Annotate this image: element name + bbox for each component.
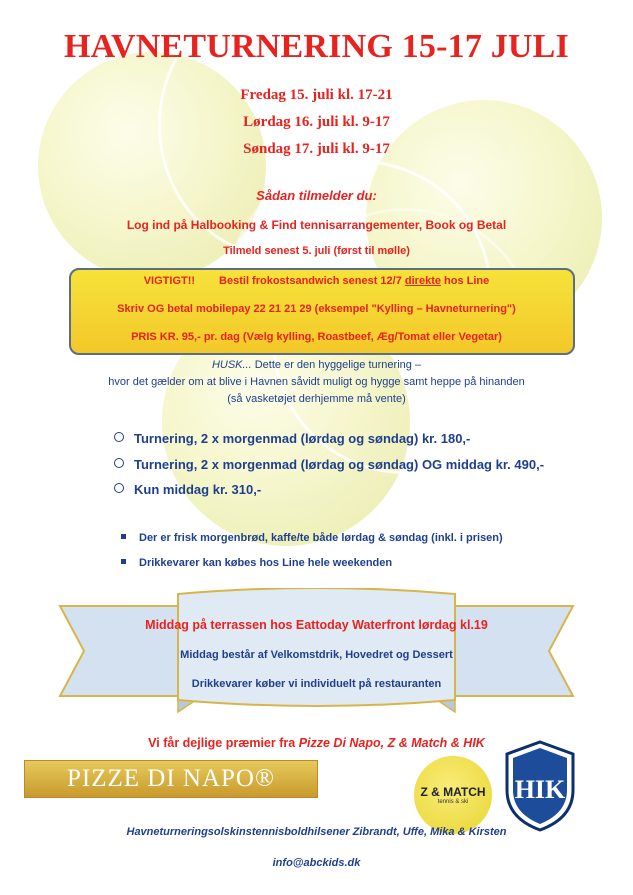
z-match-subtitle: tennis & ski bbox=[437, 799, 469, 805]
info-item bbox=[121, 532, 503, 544]
option-text: Turnering, 2 x morgenmad (lørdag og søndag) kr. 180,- bbox=[134, 431, 471, 446]
important-line-1 bbox=[0, 275, 633, 287]
dinner-title: Middag på terrassen hos Eattoday Waterfront lørdag kl.19 bbox=[145, 618, 488, 632]
hik-shield-icon bbox=[503, 740, 577, 832]
important-text-end: hos Line bbox=[440, 275, 490, 287]
info-text: Der er frisk morgenbrød, kaffe/te både lørdag & søndag (inkl. i prisen) bbox=[139, 532, 503, 544]
important-text: Bestil frokostsandwich senest 12/7 bbox=[219, 275, 405, 287]
remember-line-1 bbox=[0, 359, 633, 371]
option-item bbox=[114, 457, 544, 472]
page-title: HAVNETURNERING 15-17 JULI bbox=[64, 28, 569, 65]
circle-bullet-icon bbox=[114, 483, 124, 493]
square-bullet-icon bbox=[121, 559, 126, 564]
mobilepay-line: Skriv OG betal mobilepay 22 21 21 29 (eksempel "Kylling – Havneturnering") bbox=[117, 303, 516, 315]
circle-bullet-icon bbox=[114, 458, 124, 468]
remember-line-2: hvor det gælder om at blive i Havnen såvidt muligt og hygge samt heppe på hinanden bbox=[108, 376, 525, 388]
info-text: Drikkevarer kan købes hos Line hele weekenden bbox=[139, 557, 393, 569]
direct-link-text: direkte bbox=[404, 275, 441, 287]
dinner-drinks: Drikkevarer køber vi individuelt på restauranten bbox=[191, 678, 442, 690]
remember-text: Dette er den hyggelige turnering – bbox=[251, 359, 422, 371]
square-bullet-icon bbox=[121, 534, 126, 539]
date-saturday: Lørdag 16. juli kl. 9-17 bbox=[243, 114, 390, 130]
option-item bbox=[114, 431, 470, 446]
option-text: Turnering, 2 x morgenmad (lørdag og søndag) OG middag kr. 490,- bbox=[134, 457, 545, 472]
remember-line-3: (så vasketøjet derhjemme må vente) bbox=[227, 393, 406, 405]
option-text: Kun middag kr. 310,- bbox=[134, 482, 262, 497]
signup-deadline: Tilmeld senest 5. juli (først til mølle) bbox=[223, 245, 410, 257]
date-sunday: Søndag 17. juli kl. 9-17 bbox=[243, 141, 390, 157]
date-friday: Fredag 15. juli kl. 17-21 bbox=[240, 87, 393, 103]
contact-email: info@abckids.dk bbox=[272, 857, 361, 869]
option-item bbox=[114, 482, 261, 497]
signup-heading: Sådan tilmelder du: bbox=[256, 188, 377, 203]
circle-bullet-icon bbox=[114, 432, 124, 442]
signup-instructions: Log ind på Halbooking & Find tennisarrangementer, Book og Betal bbox=[126, 218, 507, 232]
info-item bbox=[121, 557, 392, 569]
prizes-prefix: Vi får dejlige præmier fra bbox=[148, 736, 299, 750]
husk-label: HUSK... bbox=[211, 359, 252, 371]
prizes-sponsors: Pizze Di Napo, Z & Match & HIK bbox=[298, 736, 485, 750]
important-label: VIGTIGT!! bbox=[143, 275, 196, 287]
hik-label: HIK bbox=[514, 775, 566, 804]
price-line: PRIS KR. 95,- pr. dag (Vælg kylling, Roastbeef, Æg/Tomat eller Vegetar) bbox=[131, 331, 502, 343]
pizze-di-napo-logo: PIZZE DI NAPO® bbox=[24, 760, 318, 798]
z-match-logo bbox=[414, 756, 492, 834]
z-match-title: Z & MATCH bbox=[420, 785, 486, 799]
dinner-menu: Middag består af Velkomstdrik, Hovedret og Dessert bbox=[180, 649, 453, 661]
footer-greeting: Havneturneringsolskinstennisboldhilsener Zibrandt, Uffe, Mika & Kirsten bbox=[126, 826, 507, 838]
